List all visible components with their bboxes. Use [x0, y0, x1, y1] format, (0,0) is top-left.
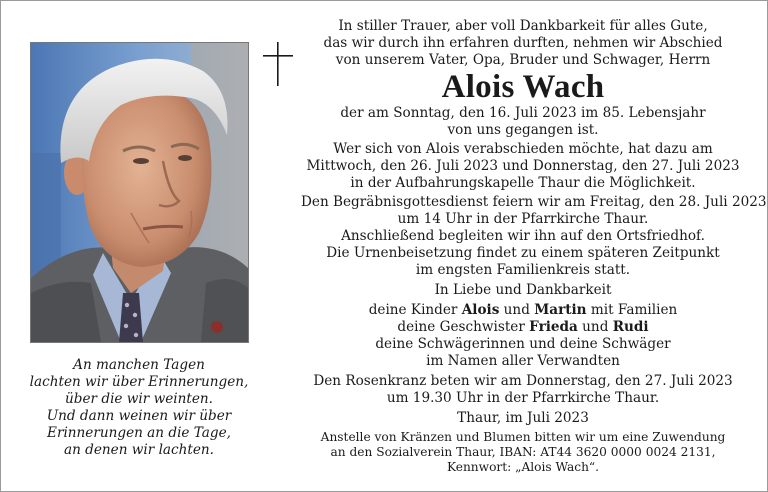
mourners-inlaws: deine Schwägerinnen und deine Schwäger — [375, 336, 671, 352]
poem-line: Und dann weinen wir über — [46, 408, 232, 424]
portrait-illustration — [31, 43, 248, 342]
mourners-heading: In Liebe und Dankbarkeit — [434, 282, 612, 298]
farewell-line: in der Aufbahrungskapelle Thaur die Möglichkeit. — [350, 175, 696, 191]
poem-line: lachten wir über Erinnerungen, — [29, 374, 249, 390]
sibling-name: Frieda — [529, 319, 578, 335]
donation-line: Kennwort: „Alois Wach“. — [446, 460, 600, 474]
memorial-poem — [29, 357, 249, 459]
deceased-name: Alois Wach — [441, 69, 605, 105]
mourners-siblings: deine Geschwister Frieda und Rudi — [397, 319, 649, 335]
funeral-line: Den Begräbnisgottesdienst feiern wir am Freitag, den 28. Juli 2023 — [301, 194, 767, 210]
intro-line: In stiller Trauer, aber voll Dankbarkeit für alles Gute, — [338, 18, 708, 34]
intro-line: von unserem Vater, Opa, Bruder und Schwager, Herrn — [335, 52, 711, 68]
obituary-text — [301, 18, 767, 475]
cross-icon — [263, 42, 293, 86]
rosary-line: Den Rosenkranz beten wir am Donnerstag, den 27. Juli 2023 — [313, 373, 733, 389]
funeral-line: Die Urnenbeisetzung findet zu einem späteren Zeitpunkt — [326, 245, 720, 261]
child-name: Martin — [534, 302, 587, 318]
poem-line: An manchen Tagen — [73, 357, 205, 373]
farewell-line: Wer sich von Alois verabschieden möchte, hat dazu am — [333, 141, 713, 157]
farewell-line: Mittwoch, den 26. Juli 2023 und Donnerstag, den 27. Juli 2023 — [306, 158, 740, 174]
funeral-line: Anschließend begleiten wir ihn auf den Ortsfriedhof. — [341, 228, 705, 244]
funeral-line: im engsten Familienkreis statt. — [415, 262, 631, 278]
poem-line: Erinnerungen an die Tage, — [47, 425, 231, 441]
death-line: der am Sonntag, den 16. Juli 2023 im 85. Lebensjahr — [340, 105, 706, 121]
poem-line: über die wir weinten. — [65, 391, 213, 407]
funeral-line: um 14 Uhr in der Pfarrkirche Thaur. — [397, 211, 649, 227]
portrait-photo — [30, 42, 249, 343]
sibling-name: Rudi — [612, 319, 649, 335]
child-name: Alois — [461, 302, 500, 318]
poem-line: an denen wir lachten. — [63, 442, 214, 458]
donation-line: Anstelle von Kränzen und Blumen bitten wir um eine Zuwendung — [320, 430, 726, 444]
death-line: von uns gegangen ist. — [447, 122, 599, 138]
rosary-line: um 19.30 Uhr in der Pfarrkirche Thaur. — [386, 390, 660, 406]
place-date: Thaur, im Juli 2023 — [457, 410, 589, 426]
donation-line: an den Sozialverein Thaur, IBAN: AT44 3620 0000 0024 2131, — [330, 445, 716, 459]
intro-line: das wir durch ihn erfahren durften, nehmen wir Abschied — [323, 35, 723, 51]
mourners-children: deine Kinder Alois und Martin mit Familien — [368, 302, 678, 318]
mourners-relatives: im Namen aller Verwandten — [426, 353, 620, 369]
